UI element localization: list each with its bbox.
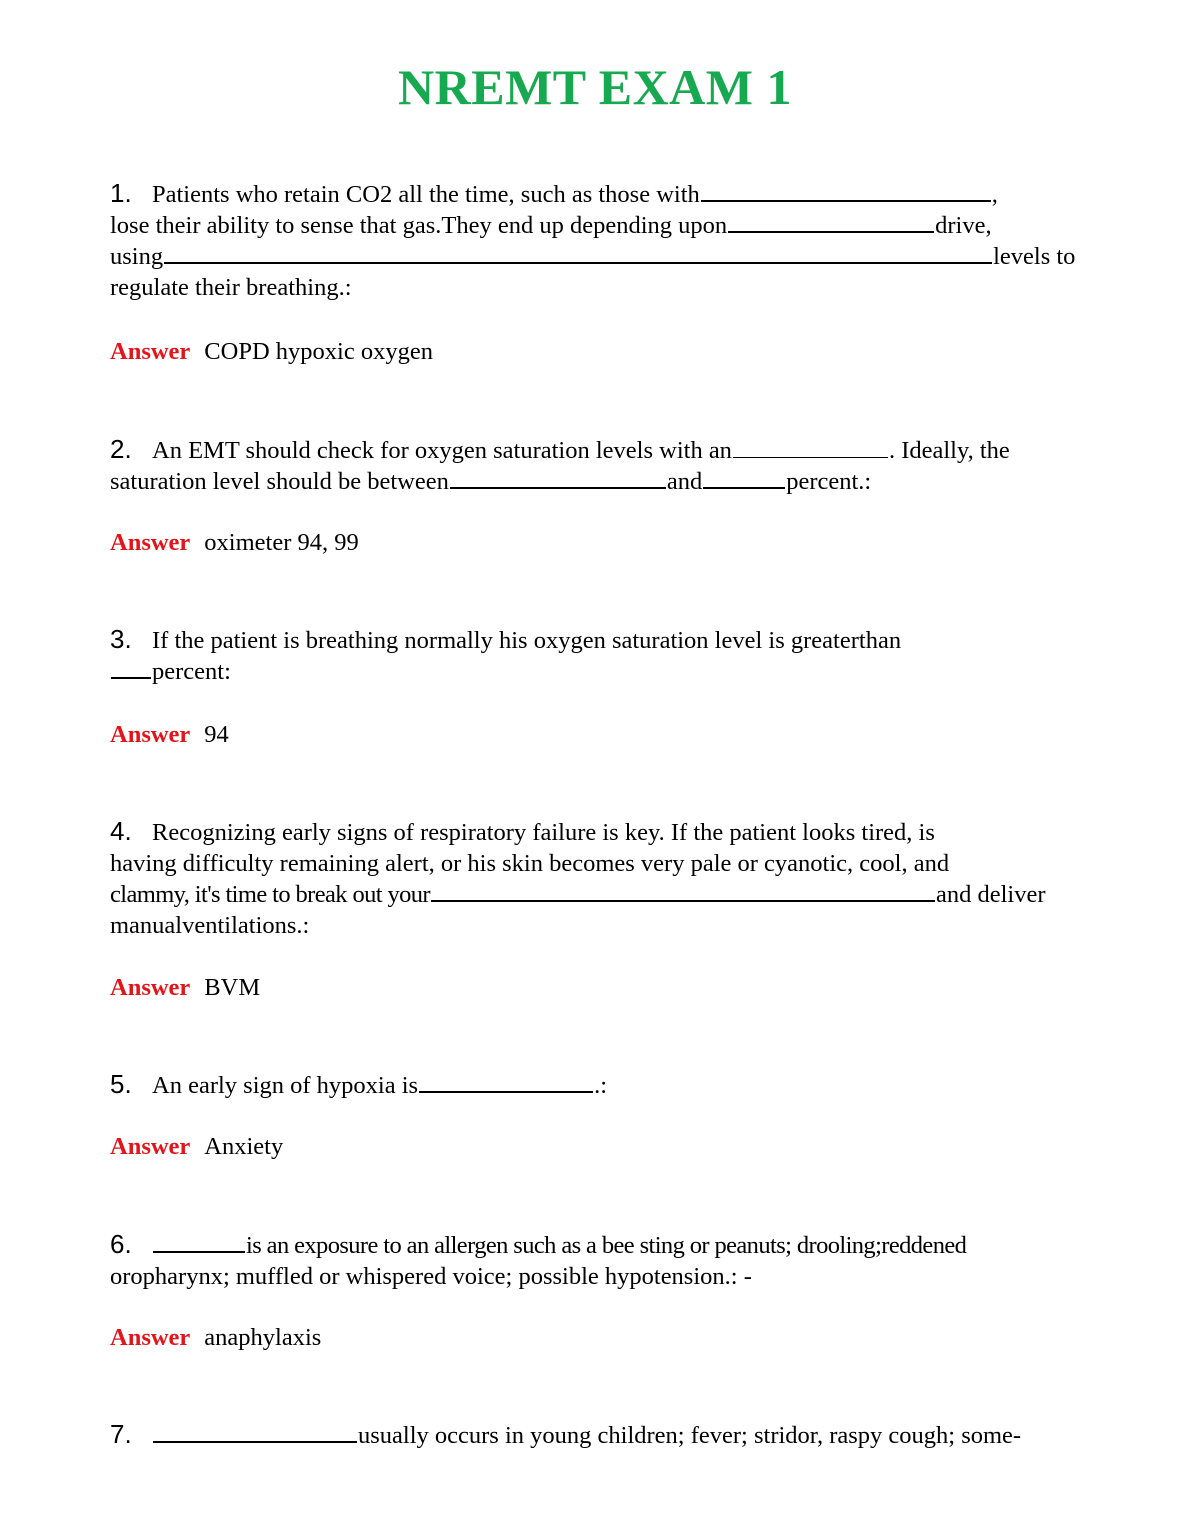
question-text: .: bbox=[594, 1072, 607, 1099]
question-3 bbox=[110, 624, 1100, 687]
question-text: is an exposure to an allergen such as a bee sting or peanuts; drooling;reddened bbox=[246, 1232, 967, 1259]
answer-text: oximeter 94, 99 bbox=[204, 529, 359, 556]
question-number: 3. bbox=[110, 624, 132, 654]
question-text: oropharynx; muffled or whispered voice; possible hypotension.: - bbox=[110, 1263, 752, 1290]
question-3-line-1 bbox=[110, 624, 1100, 656]
question-text: drive, bbox=[935, 212, 992, 239]
question-text: regulate their breathing.: bbox=[110, 274, 352, 301]
answer-3 bbox=[110, 719, 229, 750]
answer-text: Anxiety bbox=[204, 1133, 284, 1160]
question-text: and bbox=[666, 468, 703, 495]
fill-blank bbox=[111, 657, 151, 679]
answer-label: Answer bbox=[110, 338, 191, 365]
question-text: , bbox=[991, 181, 998, 208]
question-7 bbox=[110, 1419, 1100, 1451]
question-5-line-1 bbox=[110, 1069, 1100, 1101]
question-text: usually occurs in young children; fever; stridor, raspy cough; some- bbox=[358, 1422, 1022, 1449]
question-text: percent.: bbox=[786, 468, 872, 495]
answer-text: 94 bbox=[204, 721, 229, 748]
question-text: saturation level should be between bbox=[110, 468, 449, 495]
question-1-line-3 bbox=[110, 241, 1100, 272]
question-2-line-2 bbox=[110, 466, 1100, 497]
answer-text: COPD hypoxic oxygen bbox=[204, 338, 433, 365]
question-4-line-1 bbox=[110, 816, 1100, 848]
question-text: using bbox=[110, 243, 164, 270]
exam-title: NREMT EXAM 1 bbox=[398, 59, 792, 115]
question-number: 5. bbox=[110, 1069, 132, 1099]
answer-6 bbox=[110, 1322, 321, 1353]
question-text: Recognizing early signs of respiratory failure is key. If the patient looks tired, is bbox=[152, 819, 935, 846]
question-number: 1. bbox=[110, 178, 132, 208]
question-text: Patients who retain CO2 all the time, such as those with bbox=[152, 181, 700, 208]
fill-blank bbox=[431, 880, 935, 902]
question-4-line-4 bbox=[110, 910, 1100, 941]
question-7-line-1 bbox=[110, 1419, 1100, 1451]
question-4 bbox=[110, 816, 1100, 941]
answer-text: BVM bbox=[204, 974, 261, 1001]
answer-1 bbox=[110, 336, 433, 367]
fill-blank bbox=[450, 467, 666, 489]
question-number: 2. bbox=[110, 434, 132, 464]
answer-2 bbox=[110, 527, 359, 558]
answer-4 bbox=[110, 972, 260, 1003]
question-1-line-1 bbox=[110, 178, 1100, 210]
question-2 bbox=[110, 434, 1100, 497]
question-text: percent: bbox=[152, 658, 231, 685]
fill-blank bbox=[733, 437, 888, 458]
fill-blank bbox=[164, 242, 992, 264]
question-6-line-1 bbox=[110, 1229, 1100, 1261]
question-text: and deliver bbox=[936, 881, 1046, 908]
question-text: . Ideally, the bbox=[888, 437, 1010, 464]
question-text: lose their ability to sense that gas.They end up depending upon bbox=[110, 212, 728, 239]
question-4-line-3 bbox=[110, 879, 1100, 910]
question-number: 4. bbox=[110, 816, 132, 846]
question-text: An EMT should check for oxygen saturation levels with an bbox=[152, 437, 732, 464]
question-6 bbox=[110, 1229, 1100, 1292]
question-1-line-4 bbox=[110, 272, 1100, 303]
question-text: levels to bbox=[993, 243, 1076, 270]
question-text: having difficulty remaining alert, or his skin becomes very pale or cyanotic, cool, and bbox=[110, 850, 950, 877]
fill-blank bbox=[153, 1421, 357, 1443]
question-number: 7. bbox=[110, 1419, 132, 1449]
answer-label: Answer bbox=[110, 529, 191, 556]
answer-label: Answer bbox=[110, 1324, 191, 1351]
question-5 bbox=[110, 1069, 1100, 1101]
question-4-line-2 bbox=[110, 848, 1100, 879]
question-6-line-2 bbox=[110, 1261, 1100, 1292]
question-2-line-1 bbox=[110, 434, 1100, 466]
fill-blank bbox=[701, 180, 991, 202]
answer-text: anaphylaxis bbox=[204, 1324, 322, 1351]
answer-label: Answer bbox=[110, 721, 191, 748]
fill-blank bbox=[419, 1071, 593, 1093]
question-text: If the patient is breathing normally his oxygen saturation level is greaterthan bbox=[152, 627, 902, 654]
fill-blank bbox=[703, 467, 785, 489]
question-3-line-2 bbox=[110, 656, 1100, 687]
fill-blank bbox=[153, 1231, 245, 1253]
question-1-line-2 bbox=[110, 210, 1100, 241]
fill-blank bbox=[728, 211, 934, 233]
question-number: 6. bbox=[110, 1229, 132, 1259]
question-text: manualventilations.: bbox=[110, 912, 310, 939]
answer-label: Answer bbox=[110, 1133, 191, 1160]
question-text: clammy, it's time to break out your bbox=[110, 881, 430, 908]
question-text: An early sign of hypoxia is bbox=[152, 1072, 419, 1099]
answer-5 bbox=[110, 1131, 283, 1162]
answer-label: Answer bbox=[110, 974, 191, 1001]
question-1 bbox=[110, 178, 1100, 303]
